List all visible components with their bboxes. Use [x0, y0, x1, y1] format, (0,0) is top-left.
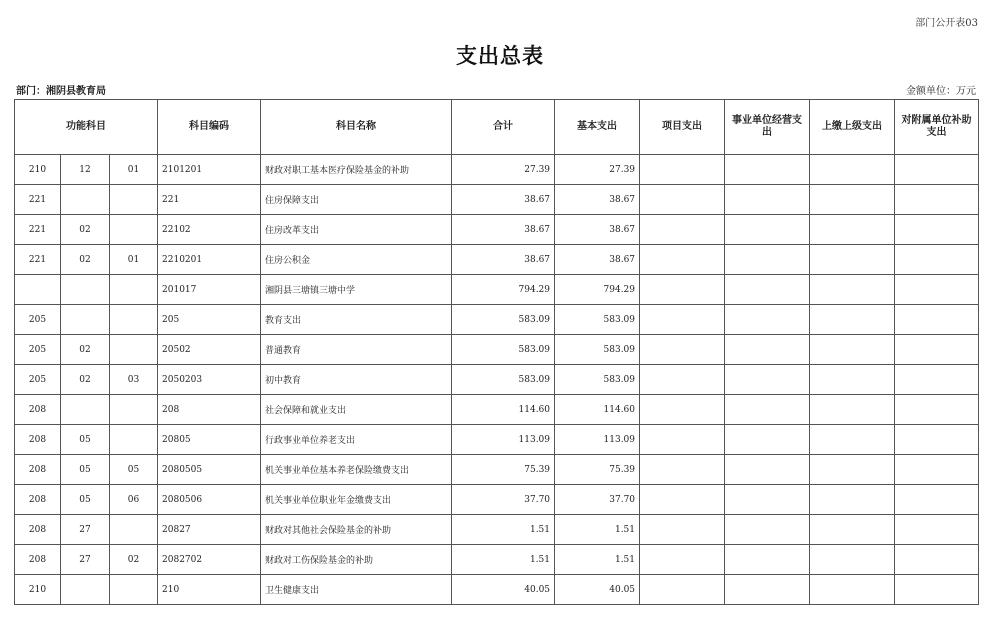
- project-cell: [640, 455, 725, 485]
- total-cell: 1.51: [452, 545, 555, 575]
- subsidy-cell: [895, 425, 979, 455]
- subject-name-cell: 初中教育: [261, 365, 452, 395]
- business-cell: [725, 185, 810, 215]
- project-cell: [640, 485, 725, 515]
- project-cell: [640, 305, 725, 335]
- project-cell: [640, 395, 725, 425]
- subject-code-cell: 2082702: [158, 545, 261, 575]
- total-cell: 794.29: [452, 275, 555, 305]
- subject-code-cell: 208: [158, 395, 261, 425]
- business-cell: [725, 485, 810, 515]
- project-cell: [640, 335, 725, 365]
- subsidy-cell: [895, 485, 979, 515]
- table-row: [15, 185, 979, 215]
- upper-cell: [810, 275, 895, 305]
- subject-code-cell: 2050203: [158, 365, 261, 395]
- func-class-cell: 221: [15, 245, 61, 275]
- total-cell: 583.09: [452, 335, 555, 365]
- business-cell: [725, 365, 810, 395]
- basic-cell: 75.39: [555, 455, 640, 485]
- basic-cell: 583.09: [555, 305, 640, 335]
- upper-cell: [810, 455, 895, 485]
- table-row: [15, 575, 979, 605]
- func-item-cell: [110, 395, 158, 425]
- subject-code-cell: 20805: [158, 425, 261, 455]
- subject-code-cell: 221: [158, 185, 261, 215]
- basic-cell: 113.09: [555, 425, 640, 455]
- table-row: [15, 425, 979, 455]
- subsidy-cell: [895, 275, 979, 305]
- func-section-cell: 02: [61, 335, 110, 365]
- table-row: [15, 515, 979, 545]
- department-label: 部门：湘阴县教育局: [16, 86, 106, 97]
- table-row: [15, 545, 979, 575]
- func-item-cell: [110, 275, 158, 305]
- basic-cell: 40.05: [555, 575, 640, 605]
- basic-cell: 1.51: [555, 515, 640, 545]
- func-item-cell: 03: [110, 365, 158, 395]
- table-row: [15, 395, 979, 425]
- header-subsidy: 对附属单位补助支出: [895, 100, 979, 155]
- basic-cell: 38.67: [555, 215, 640, 245]
- project-cell: [640, 155, 725, 185]
- subject-name-cell: 财政对职工基本医疗保险基金的补助: [261, 155, 452, 185]
- table-row: [15, 455, 979, 485]
- page-title: 支出总表: [456, 43, 544, 68]
- business-cell: [725, 335, 810, 365]
- header-business: 事业单位经营支出: [725, 100, 810, 155]
- upper-cell: [810, 215, 895, 245]
- table-row: [15, 155, 979, 185]
- upper-cell: [810, 365, 895, 395]
- subject-code-cell: 20827: [158, 515, 261, 545]
- header-subject-code: 科目编码: [158, 100, 261, 155]
- func-item-cell: [110, 575, 158, 605]
- subsidy-cell: [895, 515, 979, 545]
- business-cell: [725, 215, 810, 245]
- func-item-cell: [110, 215, 158, 245]
- func-class-cell: 208: [15, 425, 61, 455]
- func-section-cell: 12: [61, 155, 110, 185]
- total-cell: 583.09: [452, 365, 555, 395]
- table-row: [15, 485, 979, 515]
- func-item-cell: [110, 305, 158, 335]
- basic-cell: 794.29: [555, 275, 640, 305]
- subsidy-cell: [895, 395, 979, 425]
- subject-name-cell: 财政对其他社会保险基金的补助: [261, 515, 452, 545]
- header-project: 项目支出: [640, 100, 725, 155]
- project-cell: [640, 185, 725, 215]
- basic-cell: 583.09: [555, 335, 640, 365]
- subsidy-cell: [895, 575, 979, 605]
- total-cell: 75.39: [452, 455, 555, 485]
- subject-name-cell: 行政事业单位养老支出: [261, 425, 452, 455]
- func-section-cell: [61, 275, 110, 305]
- table-header-row: [15, 100, 979, 155]
- total-cell: 37.70: [452, 485, 555, 515]
- subject-name-cell: 机关事业单位职业年金缴费支出: [261, 485, 452, 515]
- subject-code-cell: 2210201: [158, 245, 261, 275]
- func-class-cell: 210: [15, 155, 61, 185]
- subsidy-cell: [895, 335, 979, 365]
- header-func-subject: 功能科目: [15, 100, 158, 155]
- subject-name-cell: 湘阴县三塘镇三塘中学: [261, 275, 452, 305]
- unit-label: 金额单位：万元: [906, 86, 976, 97]
- upper-cell: [810, 335, 895, 365]
- subject-code-cell: 210: [158, 575, 261, 605]
- subject-name-cell: 教育支出: [261, 305, 452, 335]
- business-cell: [725, 155, 810, 185]
- subsidy-cell: [895, 245, 979, 275]
- func-class-cell: 208: [15, 545, 61, 575]
- upper-cell: [810, 425, 895, 455]
- func-section-cell: [61, 305, 110, 335]
- func-section-cell: 02: [61, 365, 110, 395]
- func-item-cell: [110, 185, 158, 215]
- func-item-cell: 02: [110, 545, 158, 575]
- func-section-cell: 02: [61, 215, 110, 245]
- basic-cell: 38.67: [555, 245, 640, 275]
- subject-code-cell: 2080506: [158, 485, 261, 515]
- func-class-cell: 208: [15, 485, 61, 515]
- func-class-cell: 205: [15, 365, 61, 395]
- table-body: [15, 155, 979, 605]
- total-cell: 38.67: [452, 215, 555, 245]
- subject-name-cell: 财政对工伤保险基金的补助: [261, 545, 452, 575]
- func-class-cell: 221: [15, 185, 61, 215]
- func-item-cell: 05: [110, 455, 158, 485]
- func-section-cell: 05: [61, 455, 110, 485]
- upper-cell: [810, 185, 895, 215]
- func-class-cell: [15, 275, 61, 305]
- basic-cell: 27.39: [555, 155, 640, 185]
- func-item-cell: [110, 335, 158, 365]
- func-section-cell: [61, 395, 110, 425]
- func-section-cell: 02: [61, 245, 110, 275]
- func-section-cell: [61, 575, 110, 605]
- project-cell: [640, 245, 725, 275]
- subject-code-cell: 201017: [158, 275, 261, 305]
- project-cell: [640, 515, 725, 545]
- func-section-cell: 27: [61, 545, 110, 575]
- func-section-cell: 05: [61, 485, 110, 515]
- business-cell: [725, 275, 810, 305]
- func-class-cell: 208: [15, 515, 61, 545]
- upper-cell: [810, 515, 895, 545]
- subsidy-cell: [895, 305, 979, 335]
- upper-cell: [810, 575, 895, 605]
- table-row: [15, 215, 979, 245]
- func-section-cell: [61, 185, 110, 215]
- business-cell: [725, 575, 810, 605]
- total-cell: 583.09: [452, 305, 555, 335]
- subsidy-cell: [895, 185, 979, 215]
- table-row: [15, 335, 979, 365]
- subject-name-cell: 住房公积金: [261, 245, 452, 275]
- subsidy-cell: [895, 545, 979, 575]
- project-cell: [640, 365, 725, 395]
- func-section-cell: 27: [61, 515, 110, 545]
- business-cell: [725, 395, 810, 425]
- upper-cell: [810, 545, 895, 575]
- func-item-cell: 01: [110, 155, 158, 185]
- subject-code-cell: 2080505: [158, 455, 261, 485]
- subject-name-cell: 普通教育: [261, 335, 452, 365]
- header-subject-name: 科目名称: [261, 100, 452, 155]
- func-class-cell: 205: [15, 305, 61, 335]
- table-row: [15, 365, 979, 395]
- upper-cell: [810, 395, 895, 425]
- total-cell: 114.60: [452, 395, 555, 425]
- basic-cell: 114.60: [555, 395, 640, 425]
- basic-cell: 583.09: [555, 365, 640, 395]
- table-row: [15, 305, 979, 335]
- business-cell: [725, 305, 810, 335]
- business-cell: [725, 425, 810, 455]
- table-row: [15, 275, 979, 305]
- table-row: [15, 245, 979, 275]
- subject-name-cell: 住房改革支出: [261, 215, 452, 245]
- subject-code-cell: 20502: [158, 335, 261, 365]
- subject-name-cell: 卫生健康支出: [261, 575, 452, 605]
- func-class-cell: 208: [15, 395, 61, 425]
- func-class-cell: 205: [15, 335, 61, 365]
- func-class-cell: 221: [15, 215, 61, 245]
- func-class-cell: 208: [15, 455, 61, 485]
- subject-code-cell: 22102: [158, 215, 261, 245]
- upper-cell: [810, 155, 895, 185]
- func-item-cell: [110, 425, 158, 455]
- subject-name-cell: 机关事业单位基本养老保险缴费支出: [261, 455, 452, 485]
- total-cell: 38.67: [452, 245, 555, 275]
- project-cell: [640, 425, 725, 455]
- header-total: 合计: [452, 100, 555, 155]
- upper-cell: [810, 485, 895, 515]
- subsidy-cell: [895, 455, 979, 485]
- func-item-cell: [110, 515, 158, 545]
- business-cell: [725, 455, 810, 485]
- business-cell: [725, 545, 810, 575]
- basic-cell: 1.51: [555, 545, 640, 575]
- header-basic: 基本支出: [555, 100, 640, 155]
- subsidy-cell: [895, 215, 979, 245]
- business-cell: [725, 515, 810, 545]
- subsidy-cell: [895, 155, 979, 185]
- func-item-cell: 01: [110, 245, 158, 275]
- total-cell: 40.05: [452, 575, 555, 605]
- upper-cell: [810, 305, 895, 335]
- project-cell: [640, 215, 725, 245]
- subject-name-cell: 社会保障和就业支出: [261, 395, 452, 425]
- func-class-cell: 210: [15, 575, 61, 605]
- expenditure-table: [14, 99, 979, 605]
- subsidy-cell: [895, 365, 979, 395]
- form-code: 部门公开表03: [915, 18, 978, 29]
- basic-cell: 38.67: [555, 185, 640, 215]
- total-cell: 1.51: [452, 515, 555, 545]
- subject-code-cell: 205: [158, 305, 261, 335]
- basic-cell: 37.70: [555, 485, 640, 515]
- upper-cell: [810, 245, 895, 275]
- business-cell: [725, 245, 810, 275]
- project-cell: [640, 275, 725, 305]
- func-section-cell: 05: [61, 425, 110, 455]
- total-cell: 38.67: [452, 185, 555, 215]
- total-cell: 27.39: [452, 155, 555, 185]
- total-cell: 113.09: [452, 425, 555, 455]
- project-cell: [640, 545, 725, 575]
- subject-name-cell: 住房保障支出: [261, 185, 452, 215]
- header-upper: 上缴上级支出: [810, 100, 895, 155]
- subject-code-cell: 2101201: [158, 155, 261, 185]
- project-cell: [640, 575, 725, 605]
- func-item-cell: 06: [110, 485, 158, 515]
